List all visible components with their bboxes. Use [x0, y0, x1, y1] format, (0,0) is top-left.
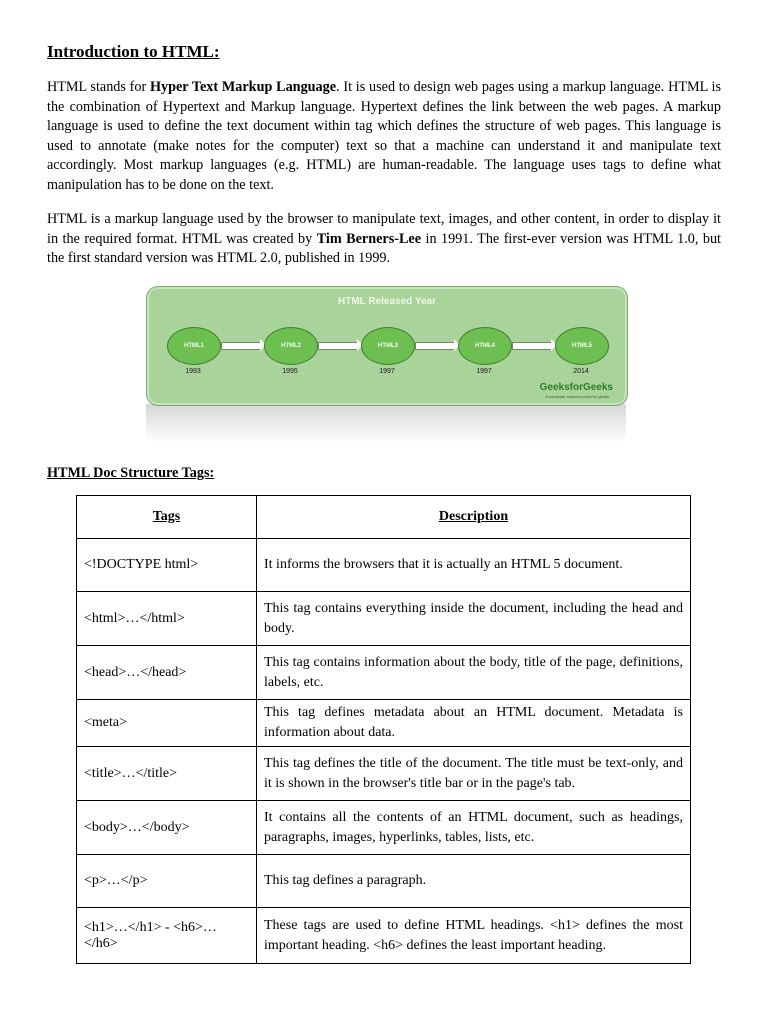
- table-row: [77, 747, 691, 801]
- header-description: Description: [257, 496, 691, 539]
- table-row: [77, 646, 691, 700]
- page-title: Introduction to HTML:: [47, 42, 220, 61]
- figure-title: HTML Released Year: [337, 296, 436, 307]
- tag-cell: <!DOCTYPE html>: [77, 539, 257, 592]
- tag-cell: <meta>: [77, 700, 257, 747]
- table-row: [77, 908, 691, 964]
- description-cell: It contains all the contents of an HTML document, such as headings, paragraphs, images, hyperlinks, tables, lists, etc.: [257, 801, 691, 855]
- tag-cell: <title>…</title>: [77, 747, 257, 801]
- table-row: [77, 700, 691, 747]
- timeline-year-html5: 2014: [573, 368, 589, 375]
- tag-cell: <body>…</body>: [77, 801, 257, 855]
- tag-cell: <h1>…</h1> - <h6>…</h6>: [77, 908, 257, 964]
- intro-text-start: HTML stands for: [47, 79, 150, 95]
- description-cell: This tag defines the title of the document. The title must be text-only, and it is shown in the browser's title bar or in the page's tab.: [257, 747, 691, 801]
- table-row: [77, 855, 691, 908]
- description-cell: It informs the browsers that it is actually an HTML 5 document.: [257, 539, 691, 592]
- timeline-node-html5: HTML5: [555, 327, 609, 365]
- description-cell: This tag defines metadata about an HTML document. Metadata is information about data.: [257, 700, 691, 747]
- history-text-end: in 1991. The first-ever version was HTML 1.0, but the first standard version was HTML 2.0, published in 1999.: [47, 230, 721, 267]
- timeline-year-html1: 1993: [185, 368, 201, 375]
- table-row: [77, 592, 691, 646]
- intro-bold-term: Hyper Text Markup Language: [149, 79, 337, 95]
- history-text-start: HTML is a markup language used by the browser to manipulate text, images, and other content, in order to display it in the required format. HTML was created by: [47, 211, 721, 247]
- timeline-node-html1: HTML1: [167, 327, 221, 365]
- timeline-year-html4: 1997: [476, 368, 492, 375]
- timeline-arrow: [318, 342, 357, 350]
- timeline-year-html2: 1995: [282, 368, 298, 375]
- tags-table: [76, 495, 691, 964]
- history-paragraph: [47, 210, 721, 269]
- timeline-node-html2: HTML2: [264, 327, 318, 365]
- history-bold-name: Tim Berners-Lee: [316, 230, 422, 247]
- timeline-arrow: [512, 342, 551, 350]
- table-row: [77, 539, 691, 592]
- table-header-row: [77, 496, 691, 539]
- description-cell: This tag defines a paragraph.: [257, 855, 691, 908]
- timeline-node-html4: HTML4: [458, 327, 512, 365]
- description-cell: This tag contains everything inside the document, including the head and body.: [257, 592, 691, 646]
- release-timeline-figure: [146, 286, 628, 406]
- header-tags: Tags: [77, 496, 257, 539]
- geeksforgeeks-logo: GeeksforGeeks: [539, 382, 613, 393]
- timeline-arrow: [415, 342, 454, 350]
- figure-reflection: [146, 404, 626, 444]
- table-row: [77, 801, 691, 855]
- intro-text-end: . It is used to design web pages using a markup language. HTML is the combination of Hypertext and Markup language. Hypertext defines the link between the web pages. A markup language is used to define the text document within tag which defines the structure of web pages. This language is used to annotate (make notes for the computer) text so that a machine can understand it and manipulate text accordingly. Most markup languages (e.g. HTML) are human-readable. The language uses tags to define what manipulation has to be done on the text.: [47, 79, 721, 193]
- intro-paragraph: [47, 78, 721, 196]
- tag-cell: <html>…</html>: [77, 592, 257, 646]
- timeline-year-html3: 1997: [379, 368, 395, 375]
- description-cell: These tags are used to define HTML headings. <h1> defines the most important heading. <h6> defines the least important heading.: [257, 908, 691, 964]
- timeline-node-html3: HTML3: [361, 327, 415, 365]
- description-cell: This tag contains information about the body, title of the page, definitions, labels, etc.: [257, 646, 691, 700]
- tag-cell: <head>…</head>: [77, 646, 257, 700]
- timeline-arrow: [221, 342, 260, 350]
- tag-cell: <p>…</p>: [77, 855, 257, 908]
- section-heading: HTML Doc Structure Tags:: [47, 465, 215, 481]
- logo-tagline: A computer science portal for geeks: [545, 394, 609, 399]
